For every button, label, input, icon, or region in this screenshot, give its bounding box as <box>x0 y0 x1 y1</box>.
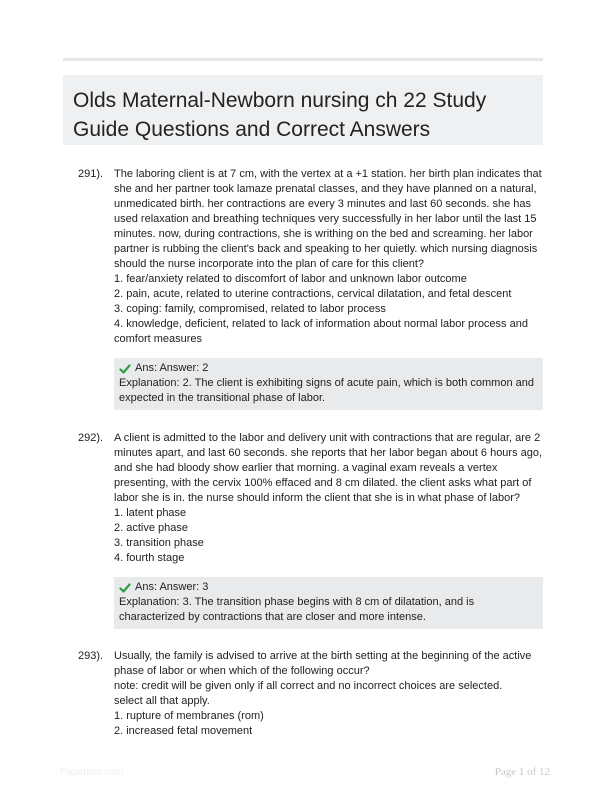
question-number: 292). <box>78 432 104 444</box>
question-body <box>114 649 543 739</box>
page-number: Page 1 of 12 <box>494 766 550 778</box>
question-body <box>114 167 543 347</box>
question-293 <box>63 649 543 739</box>
option-item: 1. rupture of membranes (rom) <box>114 710 264 722</box>
checkmark-icon <box>119 363 131 375</box>
answer-text: Ans: Answer: 3 <box>135 581 209 593</box>
explanation-text: Explanation: 2. The client is exhibiting signs of acute pain, which is both common and expected in the transitional phase of labor. <box>119 377 534 404</box>
option-item: 4. knowledge, deficient, related to lack of information about normal labor process and comfort measures <box>114 318 528 345</box>
question-text: The laboring client is at 7 cm, with the vertex at a +1 station. her birth plan indicates that she and her partner took lamaze prenatal classes, and they have planned on a natural, unmedicated birth. her contractions are every 3 minutes and last 60 seconds. she has used relaxation and breathing techniques very successfully in her labor until the last 15 minutes. now, during contractions, she is writhing on the bed and screaming. her labor partner is rubbing the client's back and speaking to her quietly. which nursing diagnosis should the nurse incorporate into the plan of care for this client? <box>114 168 542 270</box>
answer-text: Ans: Answer: 2 <box>135 362 209 374</box>
option-item: 2. pain, acute, related to uterine contractions, cervical dilatation, and fetal descent <box>114 288 512 300</box>
option-item: 1. latent phase <box>114 507 187 519</box>
note-line: select all that apply. <box>114 695 210 707</box>
option-item: 2. increased fetal movement <box>114 725 253 737</box>
answer-box <box>114 358 543 410</box>
option-item: 3. transition phase <box>114 537 204 549</box>
note-line: note: credit will be given only if all correct and no incorrect choices are selected. <box>114 680 503 692</box>
option-item: 4. fourth stage <box>114 552 185 564</box>
document-title: Olds Maternal-Newborn nursing ch 22 Study Guide Questions and Correct Answers <box>73 89 487 141</box>
question-291 <box>63 167 543 410</box>
checkmark-icon <box>119 582 131 594</box>
option-item: 1. fear/anxiety related to discomfort of labor and unknown labor outcome <box>114 273 467 285</box>
option-item: 2. active phase <box>114 522 188 534</box>
question-number: 291). <box>78 168 104 180</box>
option-item: 3. coping: family, compromised, related to labor process <box>114 303 386 315</box>
question-number: 293). <box>78 650 104 662</box>
question-292 <box>63 431 543 629</box>
question-text: Usually, the family is advised to arrive at the birth setting at the beginning of the active phase of labor or when which of the following occur? <box>114 650 532 677</box>
answer-box <box>114 577 543 629</box>
question-body <box>114 431 543 566</box>
watermark: Paperlibs.com <box>60 767 124 778</box>
top-divider <box>63 58 543 61</box>
question-text: A client is admitted to the labor and delivery unit with contractions that are regular, are 2 minutes apart, and last 60 seconds. she reports that her labor began about 6 hours ago, and she had bloody show earlier that morning. a vaginal exam reveals a vertex presenting, with the cervix 100% effaced and 8 cm dilated. the client asks what part of labor she is in. the nurse should inform the client that she is in what phase of labor? <box>114 432 543 504</box>
title-banner <box>63 75 543 145</box>
explanation-text: Explanation: 3. The transition phase begins with 8 cm of dilatation, and is characterized by contractions that are closer and more intense. <box>119 596 475 623</box>
